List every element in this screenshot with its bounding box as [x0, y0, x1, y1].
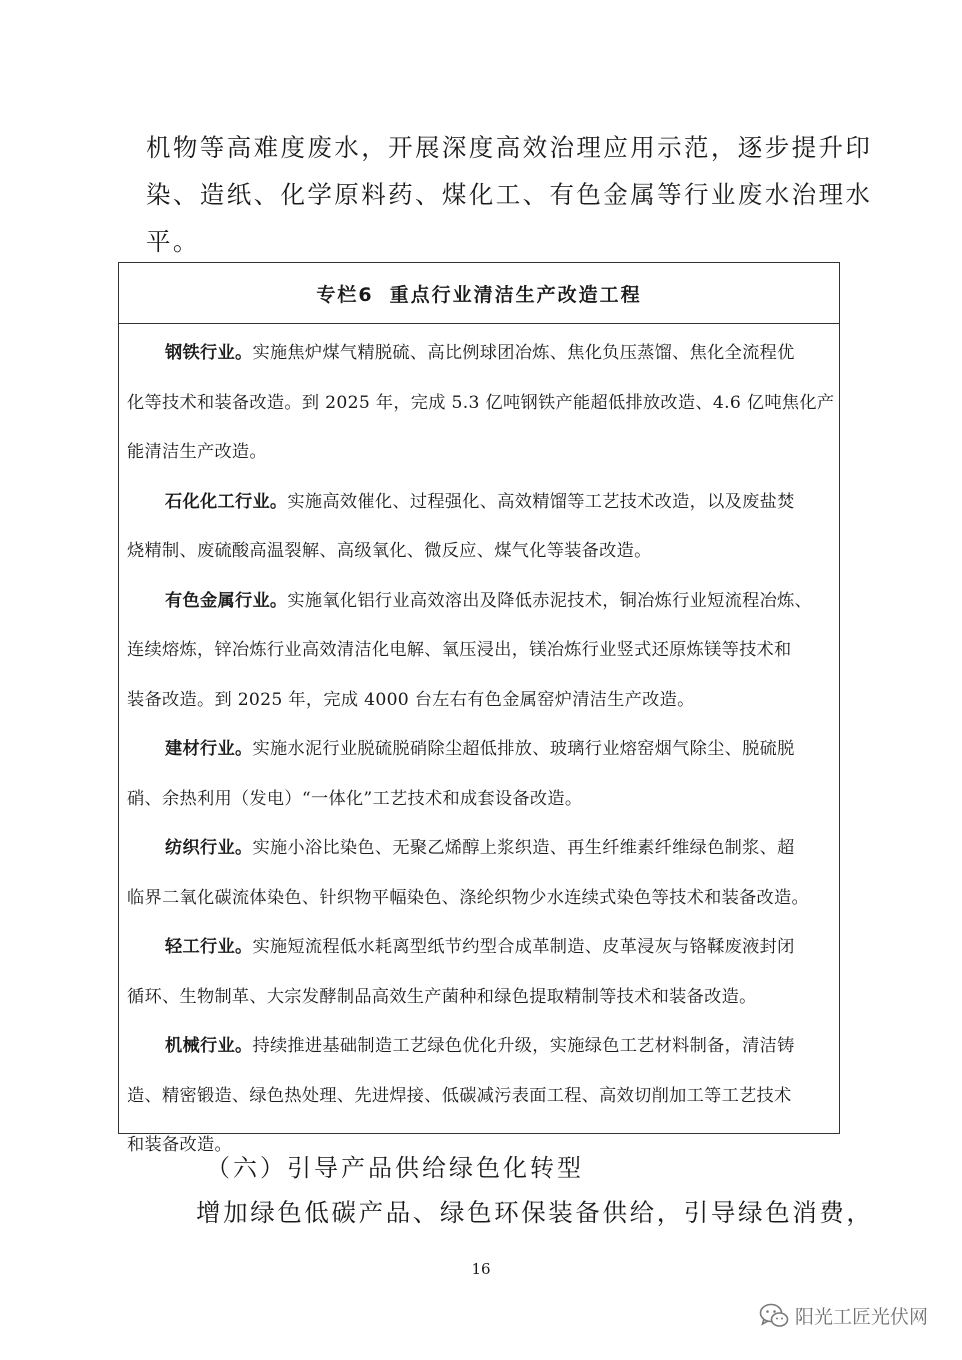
- feature-box-title: [119, 263, 839, 324]
- section-text: 增加绿色低碳产品、绿色环保装备供给，引导绿色消费，: [196, 1198, 874, 1227]
- paragraph-line: 连续熔炼，锌冶炼行业高效清洁化电解、氧压浸出，镁冶炼行业竖式还原炼镁等技术和: [127, 640, 792, 660]
- industry-heading: 建材行业。: [165, 739, 253, 759]
- industry-heading: 机械行业。: [165, 1036, 253, 1056]
- industry-paragraph-petrochemical: [127, 478, 833, 577]
- paragraph-line: 硝、余热利用（发电）“一体化”工艺技术和成套设备改造。: [127, 788, 583, 809]
- paragraph-line: 实施短流程低水耗离型纸节约型合成革制造、皮革浸灰与铬鞣废液封闭: [252, 937, 795, 957]
- paragraph-line: 造、精密锻造、绿色热处理、先进焊接、低碳减污表面工程、高效切削加工等工艺技术: [127, 1085, 792, 1106]
- paragraph-line: 循环、生物制革、大宗发酵制品高效生产菌种和绿色提取精制等技术和装备改造。: [127, 986, 757, 1007]
- industry-paragraph-textile: [127, 824, 833, 923]
- industry-heading: 石化化工行业。: [165, 491, 288, 512]
- paragraph-line: 实施小浴比染色、无聚乙烯醇上浆织造、再生纤维素纤维绿色制浆、超: [252, 838, 795, 858]
- watermark: [759, 1302, 928, 1329]
- paragraph-line: 实施氧化铝行业高效溶出及降低赤泥技术，铜冶炼行业短流程冶炼、: [287, 590, 813, 611]
- paragraph-line: 持续推进基础制造工艺绿色优化升级，实施绿色工艺材料制备，清洁铸: [252, 1036, 795, 1056]
- paragraph-line: 和装备改造。: [127, 1135, 232, 1155]
- feature-box-body: [119, 324, 839, 1171]
- industry-paragraph-steel: [127, 329, 833, 478]
- intro-line: 机物等高难度废水，开展深度高效治理应用示范，逐步提升印: [146, 133, 873, 162]
- intro-paragraph: [146, 124, 873, 265]
- paragraph-line: 实施高效催化、过程强化、高效精馏等工艺技术改造，以及废盐焚: [287, 491, 795, 512]
- industry-heading: 有色金属行业。: [165, 590, 288, 611]
- section-heading: （六）引导产品供给绿色化转型: [206, 1154, 584, 1182]
- paragraph-line: 实施焦炉煤气精脱硫、高比例球团冶炼、焦化负压蒸馏、焦化全流程优: [252, 343, 795, 363]
- industry-paragraph-nonferrous: [127, 577, 833, 726]
- industry-heading: 纺织行业。: [165, 838, 253, 858]
- industry-paragraph-building-materials: [127, 725, 833, 824]
- industry-heading: 钢铁行业。: [165, 343, 253, 363]
- intro-line: 染、造纸、化学原料药、煤化工、有色金属等行业废水治理水: [146, 180, 873, 209]
- paragraph-line: 实施水泥行业脱硫脱硝除尘超低排放、玻璃行业熔窑烟气除尘、脱硫脱: [252, 739, 795, 759]
- feature-box-label: 专栏6: [316, 283, 374, 306]
- paragraph-line: 临界二氧化碳流体染色、针织物平幅染色、涤纶织物少水连续式染色等技术和装备改造。: [127, 887, 810, 908]
- intro-line: 平。: [146, 227, 200, 256]
- industry-heading: 轻工行业。: [165, 937, 253, 957]
- paragraph-line: 化等技术和装备改造。到 2025 年，完成 5.3 亿吨钢铁产能超低排放改造、4.6 亿吨焦化产: [127, 392, 835, 413]
- paragraph-line: 装备改造。到 2025 年，完成 4000 台左右有色金属窑炉清洁生产改造。: [127, 689, 695, 710]
- page-number: 16: [471, 1260, 491, 1278]
- feature-box: [118, 262, 840, 1155]
- paragraph-line: 烧精制、废硫酸高温裂解、高级氧化、微反应、煤气化等装备改造。: [127, 541, 652, 561]
- industry-paragraph-light-industry: [127, 923, 833, 1022]
- wechat-icon: [759, 1303, 789, 1329]
- watermark-text: 阳光工匠光伏网: [794, 1306, 928, 1328]
- feature-box-heading: 重点行业清洁生产改造工程: [389, 283, 642, 306]
- paragraph-line: 能清洁生产改造。: [127, 442, 267, 462]
